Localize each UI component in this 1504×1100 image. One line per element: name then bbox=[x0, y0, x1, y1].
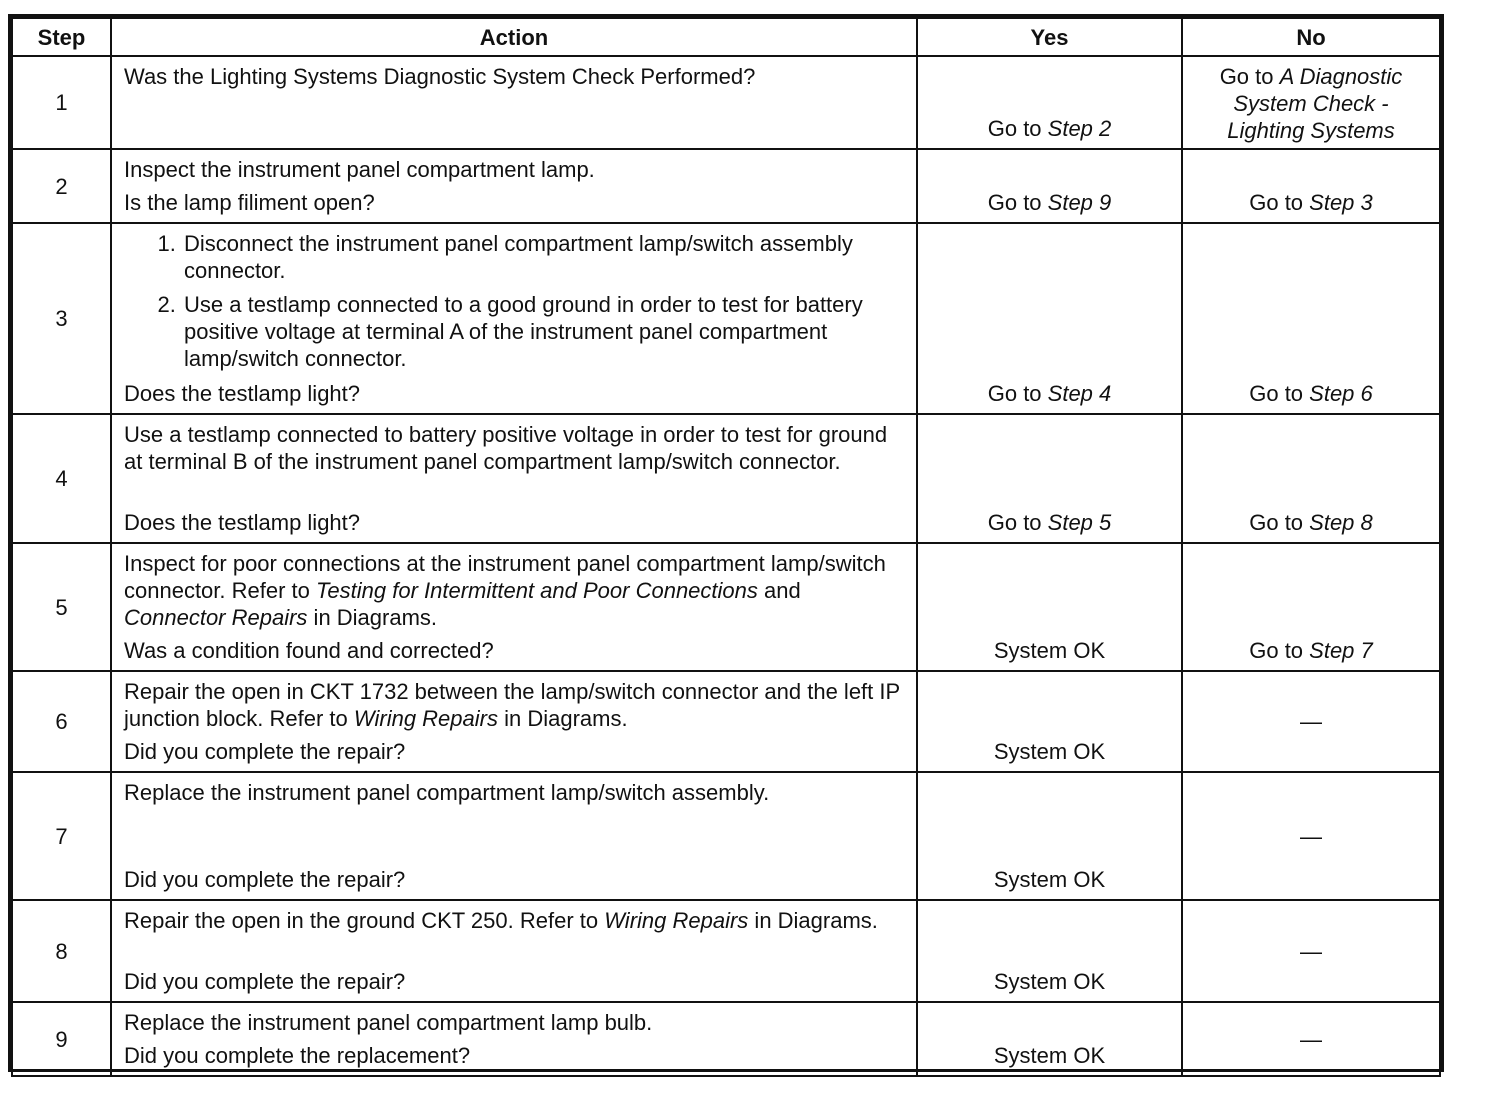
step-number: 8 bbox=[12, 900, 111, 1002]
list-item: 1. Disconnect the instrument panel compartment lamp/switch assembly connector. bbox=[182, 230, 906, 284]
action-text: Was the Lighting Systems Diagnostic System Check Performed? bbox=[124, 64, 756, 89]
yes-cell bbox=[917, 56, 1182, 149]
header-step: Step bbox=[12, 18, 111, 56]
yes-cell bbox=[917, 1002, 1182, 1076]
action-text bbox=[124, 678, 906, 732]
header-action: Action bbox=[111, 18, 917, 56]
action-text-part: in Diagrams. bbox=[307, 605, 438, 630]
action-text-part: Repair the open in the ground CKT 250. Refer to bbox=[124, 908, 605, 933]
action-cell bbox=[111, 900, 917, 1002]
reference-link: Wiring Repairs bbox=[353, 706, 498, 731]
table-row bbox=[12, 1002, 1440, 1076]
yes-cell bbox=[917, 223, 1182, 414]
action-question: Did you complete the repair? bbox=[124, 867, 406, 892]
table-row bbox=[12, 900, 1440, 1002]
yes-prefix: Go to bbox=[987, 190, 1048, 215]
no-cell bbox=[1182, 223, 1440, 414]
yes-target: Step 5 bbox=[1047, 510, 1112, 535]
no-dash: — bbox=[1300, 938, 1322, 964]
no-target: Step 3 bbox=[1309, 190, 1373, 215]
action-text-part: Inspect for poor connections at the instrument panel compartment lamp/switch connector. Refer to bbox=[124, 551, 886, 603]
no-prefix: Go to bbox=[1249, 510, 1310, 535]
action-cell bbox=[111, 149, 917, 223]
yes-cell bbox=[917, 671, 1182, 772]
no-target: Step 6 bbox=[1309, 381, 1373, 406]
yes-text: System OK bbox=[993, 739, 1106, 764]
step-number: 9 bbox=[12, 1002, 111, 1076]
action-text-part: in Diagrams. bbox=[748, 908, 878, 933]
yes-prefix: Go to bbox=[987, 116, 1048, 141]
diagnostic-table bbox=[8, 14, 1444, 1072]
no-cell bbox=[1182, 149, 1440, 223]
no-prefix: Go to bbox=[1249, 190, 1310, 215]
action-text bbox=[124, 550, 906, 631]
table-row bbox=[12, 543, 1440, 671]
reference-link: Connector Repairs bbox=[124, 605, 308, 630]
no-cell bbox=[1182, 56, 1440, 149]
no-cell bbox=[1182, 900, 1440, 1002]
action-text: Inspect the instrument panel compartment lamp. bbox=[124, 157, 595, 182]
action-question: Was a condition found and corrected? bbox=[124, 638, 494, 663]
action-text: Replace the instrument panel compartment lamp/switch assembly. bbox=[124, 780, 770, 805]
action-cell bbox=[111, 414, 917, 543]
reference-link: Testing for Intermittent and Poor Connections bbox=[316, 578, 758, 603]
yes-cell bbox=[917, 543, 1182, 671]
table-row bbox=[12, 223, 1440, 414]
no-cell bbox=[1182, 671, 1440, 772]
diagnostic-step-table bbox=[11, 17, 1441, 1077]
yes-cell bbox=[917, 414, 1182, 543]
action-cell bbox=[111, 543, 917, 671]
action-cell bbox=[111, 772, 917, 900]
step-number: 6 bbox=[12, 671, 111, 772]
step-number: 7 bbox=[12, 772, 111, 900]
table-row bbox=[12, 772, 1440, 900]
action-question: Does the testlamp light? bbox=[124, 510, 361, 535]
step-number: 1 bbox=[12, 56, 111, 149]
yes-text: System OK bbox=[993, 1043, 1106, 1068]
reference-link: Wiring Repairs bbox=[604, 908, 749, 933]
header-row bbox=[12, 18, 1440, 56]
action-text bbox=[124, 907, 906, 934]
no-cell bbox=[1182, 1002, 1440, 1076]
action-question: Did you complete the repair? bbox=[124, 969, 406, 994]
action-text-part: Repair the open in CKT 1732 between the lamp/switch connector and the left IP junction block. Refer to bbox=[124, 679, 900, 731]
action-cell bbox=[111, 671, 917, 772]
yes-cell bbox=[917, 900, 1182, 1002]
no-prefix: Go to bbox=[1249, 381, 1310, 406]
step-number: 3 bbox=[12, 223, 111, 414]
action-text-part: and bbox=[757, 578, 801, 603]
action-text-part: in Diagrams. bbox=[497, 706, 628, 731]
table-row bbox=[12, 414, 1440, 543]
no-target: A Diagnostic System Check - Lighting Systems bbox=[1227, 64, 1403, 143]
yes-text: System OK bbox=[993, 867, 1106, 892]
action-cell bbox=[111, 56, 917, 149]
no-cell bbox=[1182, 772, 1440, 900]
yes-prefix: Go to bbox=[987, 510, 1048, 535]
action-question: Does the testlamp light? bbox=[124, 381, 361, 406]
step-number: 5 bbox=[12, 543, 111, 671]
yes-cell bbox=[917, 149, 1182, 223]
step-number: 2 bbox=[12, 149, 111, 223]
action-cell bbox=[111, 223, 917, 414]
action-text: Replace the instrument panel compartment lamp bulb. bbox=[124, 1010, 653, 1035]
no-prefix: Go to bbox=[1219, 64, 1280, 89]
table-row bbox=[12, 671, 1440, 772]
yes-text: System OK bbox=[993, 969, 1106, 994]
table-row bbox=[12, 56, 1440, 149]
step-number: 4 bbox=[12, 414, 111, 543]
yes-target: Step 4 bbox=[1047, 381, 1112, 406]
action-step-list bbox=[124, 230, 906, 379]
no-dash: — bbox=[1300, 823, 1322, 849]
header-no: No bbox=[1182, 18, 1440, 56]
no-cell bbox=[1182, 543, 1440, 671]
action-question: Did you complete the replacement? bbox=[124, 1043, 471, 1068]
no-target: Step 7 bbox=[1309, 638, 1373, 663]
yes-prefix: Go to bbox=[987, 381, 1048, 406]
action-question: Is the lamp filiment open? bbox=[124, 190, 375, 215]
yes-text: System OK bbox=[993, 638, 1106, 663]
action-text: Use a testlamp connected to battery positive voltage in order to test for ground at terminal B of the instrument panel compartment lamp/switch connector. bbox=[124, 422, 888, 474]
yes-cell bbox=[917, 772, 1182, 900]
no-cell bbox=[1182, 414, 1440, 543]
list-item: 2. Use a testlamp connected to a good ground in order to test for battery positive voltage at terminal A of the instrument panel compartment lamp/switch connector. bbox=[182, 291, 906, 372]
action-question: Did you complete the repair? bbox=[124, 739, 406, 764]
yes-target: Step 2 bbox=[1047, 116, 1112, 141]
no-target: Step 8 bbox=[1309, 510, 1373, 535]
no-dash: — bbox=[1300, 1026, 1322, 1052]
action-cell bbox=[111, 1002, 917, 1076]
table-row bbox=[12, 149, 1440, 223]
yes-target: Step 9 bbox=[1047, 190, 1112, 215]
no-prefix: Go to bbox=[1249, 638, 1310, 663]
header-yes: Yes bbox=[917, 18, 1182, 56]
no-dash: — bbox=[1300, 709, 1322, 734]
